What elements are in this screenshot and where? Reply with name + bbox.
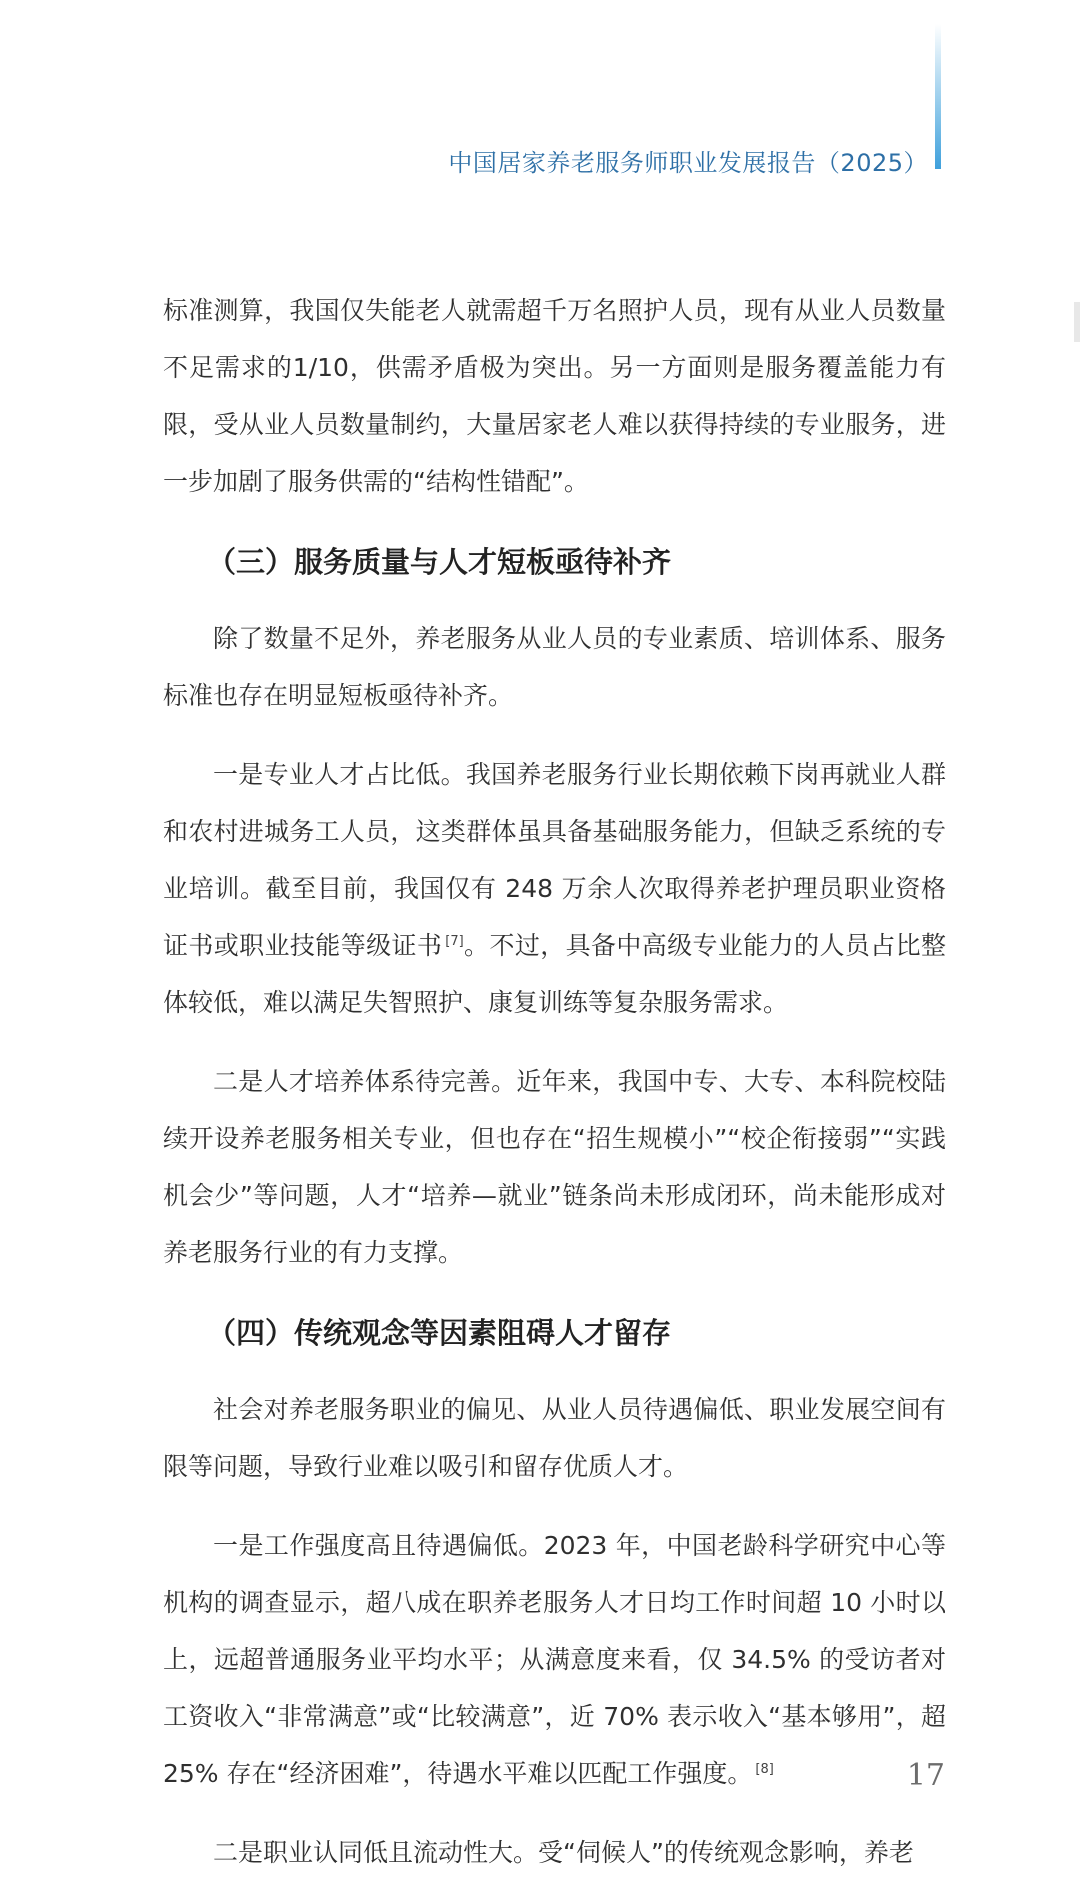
paragraph-career-identity: 二是职业认同低且流动性大。受“伺候人”的传统观念影响，养老 xyxy=(213,1838,914,1867)
paragraph-training-system: 二是人才培养体系待完善。近年来，我国中专、大专、本科院校陆续开设养老服务相关专业，但也存在“招生规模小”“校企衔接弱”“实践机会少”等问题，人才“培养—就业”链条尚未形成闭环，尚未能形成对养老服务行业的有力支撑。 xyxy=(163,1067,946,1267)
paragraph-workload-pay xyxy=(163,1517,946,1802)
citation-8[interactable]: [8] xyxy=(755,1761,774,1777)
section-heading-4: （四）传统观念等因素阻碍人才留存 xyxy=(207,1316,672,1350)
paragraph-professional-talent xyxy=(163,746,946,1031)
section-heading-3: （三）服务质量与人才短板亟待补齐 xyxy=(207,545,672,579)
page-edge-mark xyxy=(1074,302,1080,342)
paragraph-quality-intro: 除了数量不足外，养老服务从业人员的专业素质、培训体系、服务标准也存在明显短板亟待补齐。 xyxy=(163,624,946,710)
page-number: 17 xyxy=(906,1758,945,1793)
paragraph-retention-intro: 社会对养老服务职业的偏见、从业人员待遇偏低、职业发展空间有限等问题，导致行业难以吸引和留存优质人才。 xyxy=(163,1395,946,1481)
citation-7[interactable]: [7] xyxy=(445,933,464,949)
running-header-title: 中国居家养老服务师职业发展报告（2025） xyxy=(448,149,928,177)
report-body xyxy=(163,282,946,1903)
paragraph-text-part: 一是工作强度高且待遇偏低。2023 年，中国老龄科学研究中心等机构的调查显示，超八成在职养老服务人才日均工作时间超 10 小时以上，远超普通服务业平均水平；从满意度来看，仅 34.5% 的受访者对工资收入“非常满意”或“比较满意”，近 70% 表示收入“基本够用”，超 25% 存在“经济困难”，待遇水平难以匹配工作强度。 xyxy=(163,1531,946,1788)
paragraph-text-part: 。不过，具备中高级专业能力的人员占比整体较低，难以满足失智照护、康复训练等复杂服务需求。 xyxy=(163,931,946,1017)
paragraph-continued: 标准测算，我国仅失能老人就需超千万名照护人员，现有从业人员数量不足需求的1/10，供需矛盾极为突出。另一方面则是服务覆盖能力有限，受从业人员数量制约，大量居家老人难以获得持续的专业服务，进一步加剧了服务供需的“结构性错配”。 xyxy=(163,296,946,496)
header-accent-bar xyxy=(935,24,941,169)
paragraph-text-part: 一是专业人才占比低。我国养老服务行业长期依赖下岗再就业人群和农村进城务工人员，这类群体虽具备基础服务能力，但缺乏系统的专业培训。截至目前，我国仅有 248 万余人次取得养老护理员职业资格证书或职业技能等级证书 xyxy=(163,760,946,960)
